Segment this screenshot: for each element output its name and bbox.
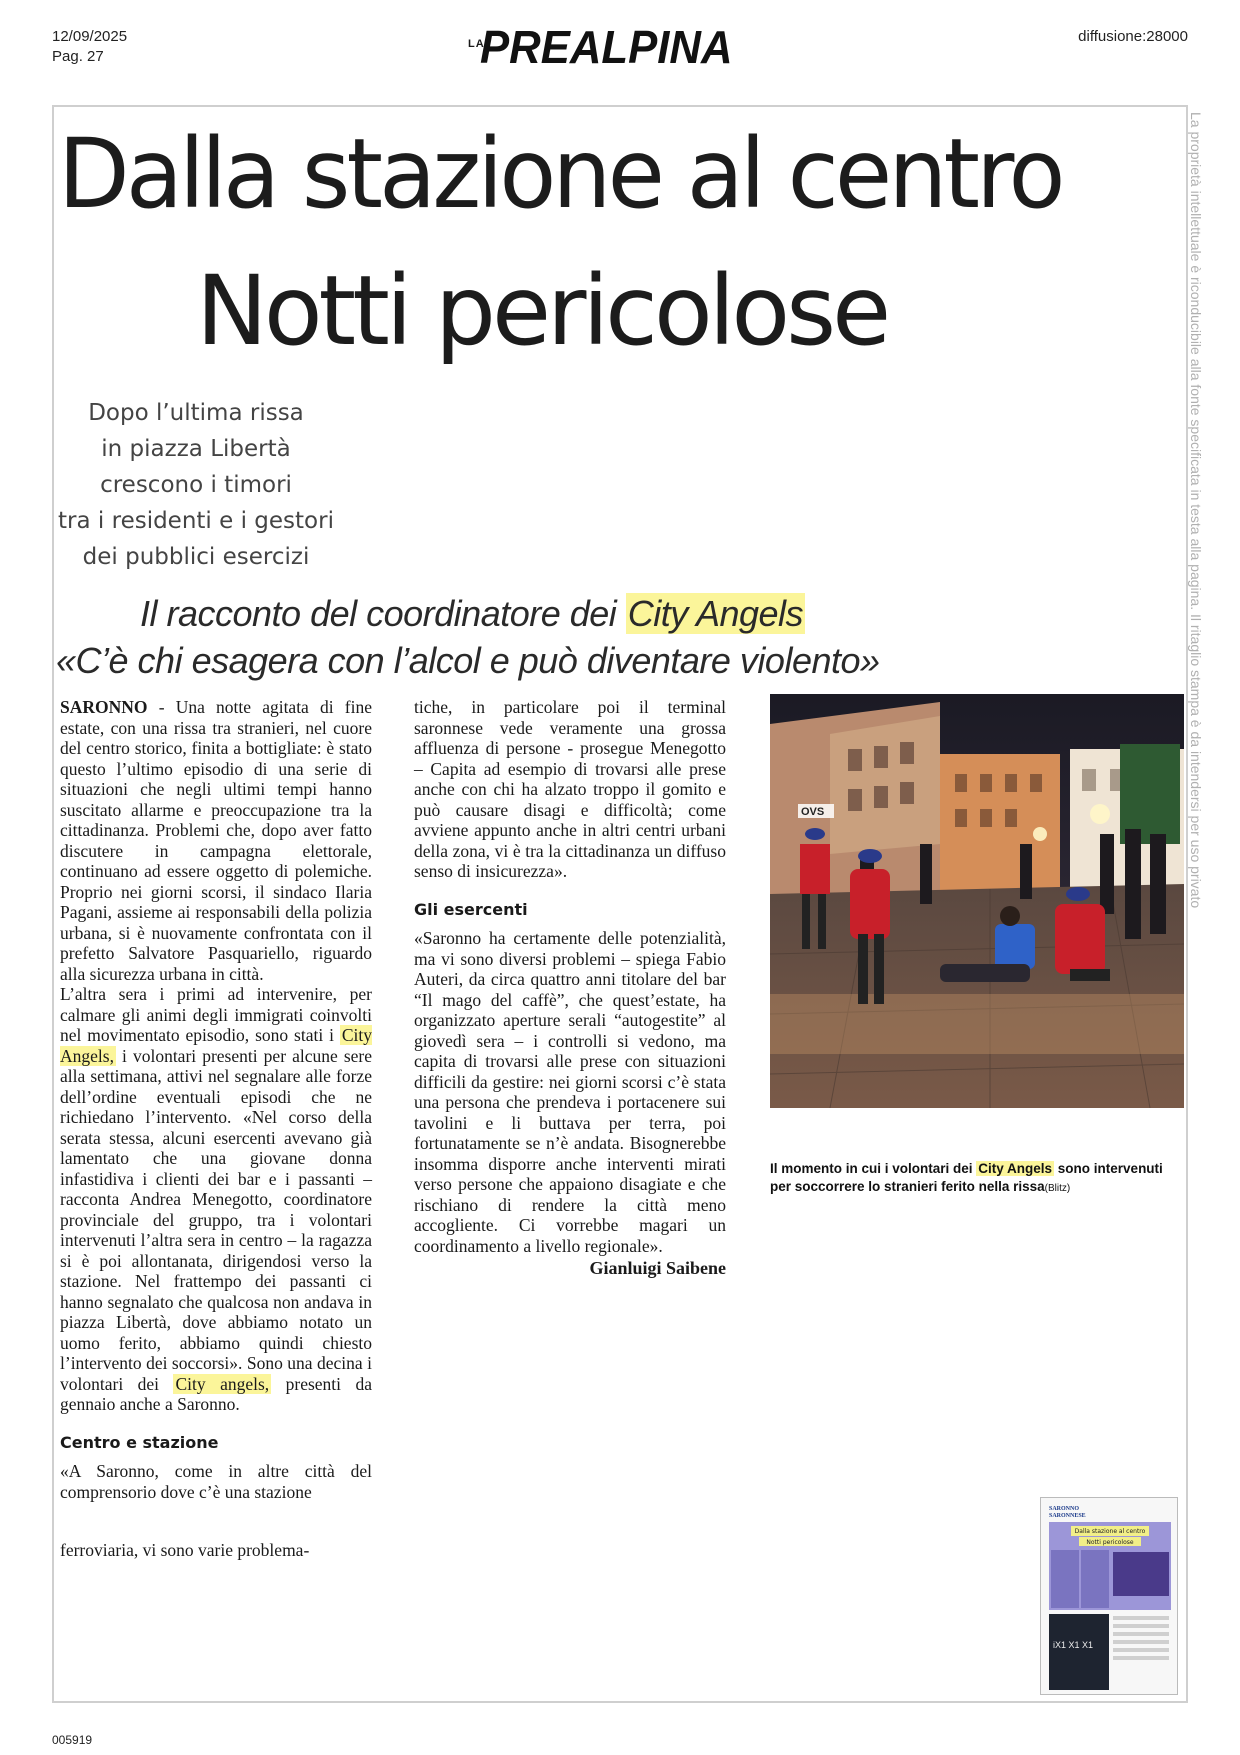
page-number: Pag. 27 (52, 48, 104, 65)
copyright-text: La proprietà intellettuale è riconducibile alla fonte specificata in testa alla pagina. Il ritaglio stampa è da intendersi per uso privato (1188, 112, 1204, 909)
thumbnail-paper-name: SARONNO (1049, 1506, 1080, 1512)
headline-line-1: Dalla stazione al centro (58, 118, 1062, 230)
highlighted-city-angels: City angels, (175, 1373, 270, 1394)
summary-line: crescono i timori (100, 472, 292, 498)
masthead-prefix: LA (468, 38, 485, 50)
paragraph-text: presenti da gennaio anche a Saronno. (60, 1373, 372, 1414)
thumbnail-ad-text: iX1 X1 X1 (1053, 1640, 1094, 1650)
paragraph: «A Saronno, come in altre città del comprensorio dove c’è una stazione (60, 1461, 372, 1502)
summary-line: in piazza Libertà (101, 436, 291, 462)
subtitle-line-2: «C’è chi esagera con l’alcol e può diventare violento» (56, 640, 880, 681)
page-thumbnail (1040, 1497, 1178, 1695)
summary-box (56, 395, 336, 575)
clipping-date: 12/09/2025 (52, 28, 128, 45)
caption-text: sono intervenuti per soccorrere lo stranieri ferito nella rissa (770, 1161, 1163, 1194)
paragraph-text: L’altra sera i primi ad intervenire, per calmare gli animi degli immigrati coinvolti nel movimentato episodio, sono stati i (60, 984, 372, 1045)
news-photo (770, 694, 1184, 1108)
masthead-logo (468, 20, 788, 76)
store-sign-text: OVS (801, 806, 825, 818)
night-square-photo (770, 694, 1184, 1108)
thumbnail-title: Dalla stazione al centro (1074, 1528, 1146, 1535)
summary-line: tra i residenti e i gestori (58, 508, 334, 534)
author-signature: Gianluigi Saibene (589, 1258, 726, 1278)
subtitle-line-1 (140, 593, 805, 635)
thumbnail-page-preview (1041, 1498, 1178, 1695)
paragraph: «Saronno ha certamente delle potenzialità, ma vi sono diversi problemi – spiega Fabio Auteri, da circa quattro anni titolare del bar “Il mago del caffè”, che quest’estate, ha organizzato aperture serali “autogestite” al giovedì sera – i controlli si vedono, ma capita di trovarsi alle prese con situazioni difficili da gestire: nei giorni scorsi c’è stata una persona che prendeva i portacenere sui tavolini e li buttava per terra, poi fortunatamente se n’è andata. Bisognerebbe insomma disporre anche interventi mirati verso persone che appaiono disagiate e che rischiano di rendere la città meno accogliente. Ci vorrebbe magari un coordinamento a livello regionale». (414, 928, 726, 1256)
photo-caption (770, 1160, 1186, 1198)
section-subhead: Centro e stazione (60, 1432, 219, 1452)
subtitle-text: Il racconto del coordinatore dei (140, 593, 626, 634)
paragraph-text: i volontari presenti per alcune sere alla settimana, attivi nel segnalare alle forze dell’ordine eventuali episodi che ne richiedano l’intervento. «Nel corso della serata stessa, alcuni esercenti avevano già lamentato che una giovane donna infastidiva i clienti dei bar e i passanti – racconta Andrea Menegotto, coordinatore provinciale del gruppo, tra i volontari intervenuti l’altra sera in centro – la ragazza si è poi allontanata, dirigendosi verso la stazione. Nel frattempo dei passanti ci hanno segnalato che qualcosa non andava in piazza Libertà, dove abbiamo notato un uomo ferito, abbiamo quindi chiesto l’intervento dei soccorsi». Sono una decina i volontari dei (60, 1045, 372, 1394)
paragraph-text: - Una notte agitata di fine estate, con una rissa tra stranieri, nel cuore del centro storico, finita a bottigliate: è stato questo l’ultimo episodio di una serie di situazioni che negli ultimi tempi hanno suscitato allarme e preoccupazione tra la cittadinanza. Problemi che, dopo aver fatto discutere in campagna elettorale, continuano ad essere oggetto di polemiche. Proprio nei giorni scorsi, il sindaco Ilaria Pagani, assieme ai responsabili della polizia urbana, si è nuovamente confrontata con il prefetto Salvatore Pasquariello, riguardo alla sicurezza urbana in città. (60, 697, 372, 984)
article-column-2 (414, 697, 726, 1279)
article-column-1 (60, 697, 372, 1561)
highlighted-city-angels: City Angels, (60, 1025, 372, 1066)
circulation-label: diffusione:28000 (1078, 28, 1188, 45)
summary-line: dei pubblici esercizi (82, 544, 310, 570)
masthead-name: PREALPINA (480, 21, 733, 73)
headline-line-2: Notti pericolose (196, 255, 888, 367)
paragraph (60, 697, 372, 984)
thumbnail-title: Notti pericolose (1086, 1539, 1134, 1546)
paragraph: ferroviaria, vi sono varie problema- (60, 1540, 310, 1560)
thumbnail-paper-name: SARONNESE (1049, 1513, 1086, 1519)
highlighted-city-angels: City Angels (978, 1161, 1053, 1176)
summary-line: Dopo l’ultima rissa (88, 400, 304, 426)
highlighted-city-angels: City Angels (627, 593, 804, 634)
clipping-code: 005919 (52, 1733, 93, 1747)
section-subhead: Gli esercenti (414, 899, 528, 919)
copyright-side-note (1188, 112, 1210, 1072)
paragraph: tiche, in particolare poi il terminal saronnese vede veramente una grossa affluenza di persone - prosegue Menegotto – Capita ad esempio di trovarsi alle prese anche con chi ha alzato troppo il gomito e può causare disagi e difficoltà; come avviene appunto anche in altri centri urbani della zona, vi è tra la cittadinanza un diffuso senso di insicurezza». (414, 697, 726, 881)
caption-text: Il momento in cui i volontari dei (770, 1161, 977, 1176)
photo-credit: (Blitz) (1044, 1183, 1071, 1194)
dateline: SARONNO (60, 697, 148, 717)
paragraph (60, 984, 372, 1415)
